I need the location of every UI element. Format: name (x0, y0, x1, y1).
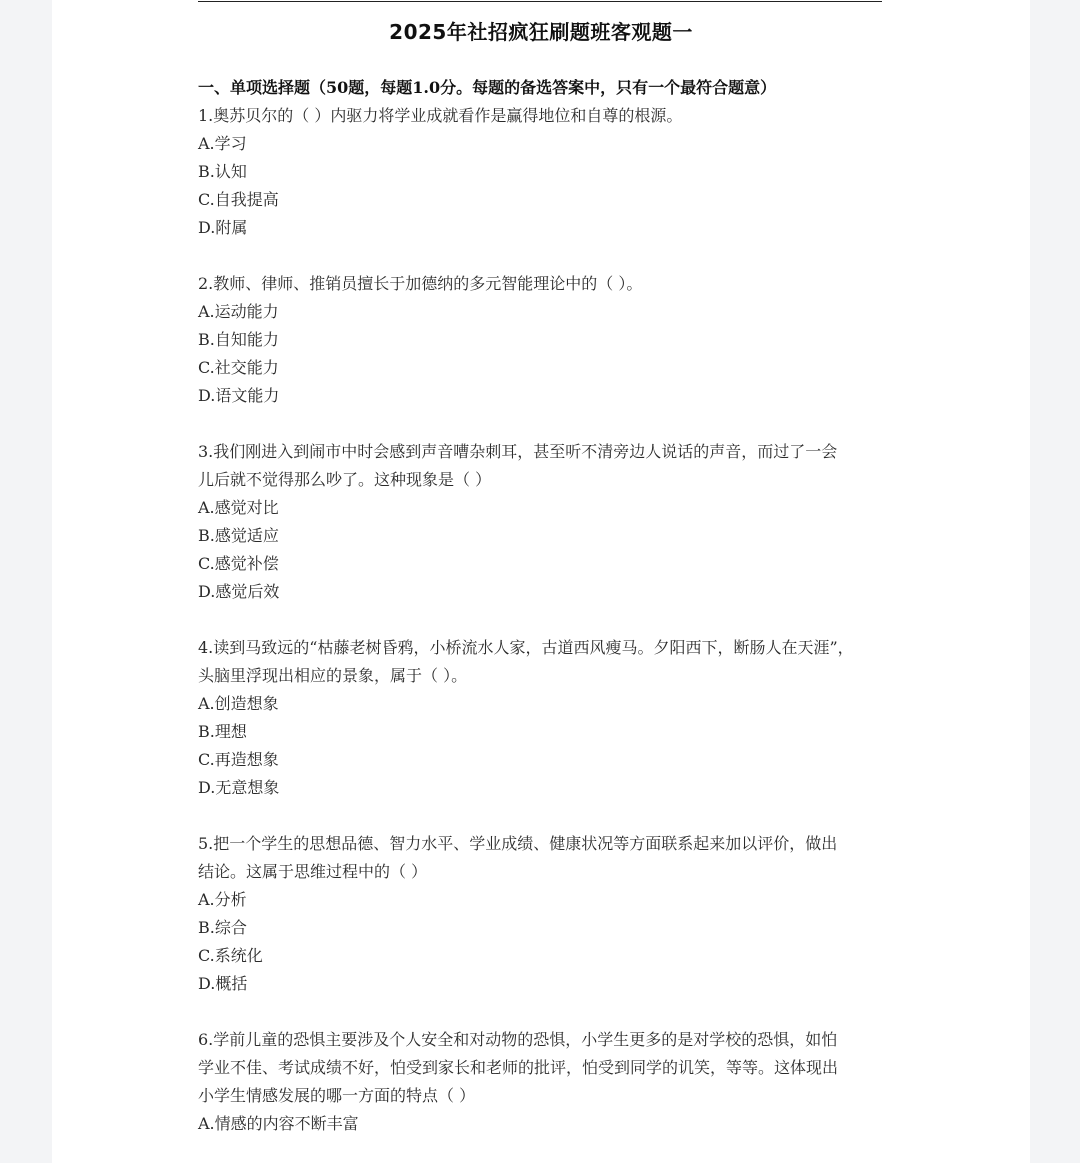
document-title: 2025年社招疯狂刷题班客观题一 (389, 20, 693, 44)
question-stem: 4.读到马致远的“枯藤老树昏鸦，小桥流水人家，古道西风瘦马。夕阳西下，断肠人在天涯”， (198, 638, 854, 657)
question-5 (198, 830, 888, 998)
option-a: A.学习 (198, 134, 247, 153)
question-stem: 5.把一个学生的思想品德、智力水平、学业成绩、健康状况等方面联系起来加以评价，做出 (198, 834, 838, 853)
option-a: A.情感的内容不断丰富 (198, 1114, 359, 1133)
option-d: D.附属 (198, 218, 248, 237)
option-a: A.分析 (198, 890, 247, 909)
question-3 (198, 438, 888, 606)
option-b: B.理想 (198, 722, 247, 741)
question-1 (198, 102, 888, 242)
document-content (198, 74, 888, 1138)
option-c: C.自我提高 (198, 190, 279, 209)
question-stem-continued: 儿后就不觉得那么吵了。这种现象是（ ） (198, 470, 492, 489)
option-d: D.感觉后效 (198, 582, 280, 601)
question-stem: 6.学前儿童的恐惧主要涉及个人安全和对动物的恐惧，小学生更多的是对学校的恐惧，如怕 (198, 1030, 838, 1049)
option-b: B.认知 (198, 162, 247, 181)
option-a: A.感觉对比 (198, 498, 279, 517)
question-stem: 2.教师、律师、推销员擅长于加德纳的多元智能理论中的（ ）。 (198, 274, 643, 293)
option-c: C.再造想象 (198, 750, 279, 769)
option-d: D.语文能力 (198, 386, 280, 405)
question-stem: 1.奥苏贝尔的（ ）内驱力将学业成就看作是赢得地位和自尊的根源。 (198, 106, 683, 125)
option-d: D.无意想象 (198, 778, 280, 797)
question-4 (198, 634, 888, 802)
top-rule (198, 1, 882, 2)
option-c: C.系统化 (198, 946, 263, 965)
option-c: C.社交能力 (198, 358, 279, 377)
option-a: A.创造想象 (198, 694, 279, 713)
question-stem-continued: 学业不佳、考试成绩不好，怕受到家长和老师的批评，怕受到同学的讥笑，等等。这体现出 (198, 1058, 839, 1077)
document-page (52, 0, 1030, 1163)
question-6 (198, 1026, 888, 1138)
option-b: B.综合 (198, 918, 247, 937)
question-2 (198, 270, 888, 410)
question-stem-continued: 结论。这属于思维过程中的（ ） (198, 862, 428, 881)
question-stem-continued: 头脑里浮现出相应的景象，属于（ ）。 (198, 666, 468, 685)
option-b: B.自知能力 (198, 330, 279, 349)
question-stem-continued: 小学生情感发展的哪一方面的特点（ ） (198, 1086, 476, 1105)
section-heading: 一、单项选择题（50题，每题1.0分。每题的备选答案中，只有一个最符合题意） (198, 78, 777, 97)
option-d: D.概括 (198, 974, 248, 993)
option-b: B.感觉适应 (198, 526, 279, 545)
option-a: A.运动能力 (198, 302, 279, 321)
question-stem: 3.我们刚进入到闹市中时会感到声音嘈杂刺耳，甚至听不清旁边人说话的声音，而过了一会 (198, 442, 838, 461)
option-c: C.感觉补偿 (198, 554, 279, 573)
